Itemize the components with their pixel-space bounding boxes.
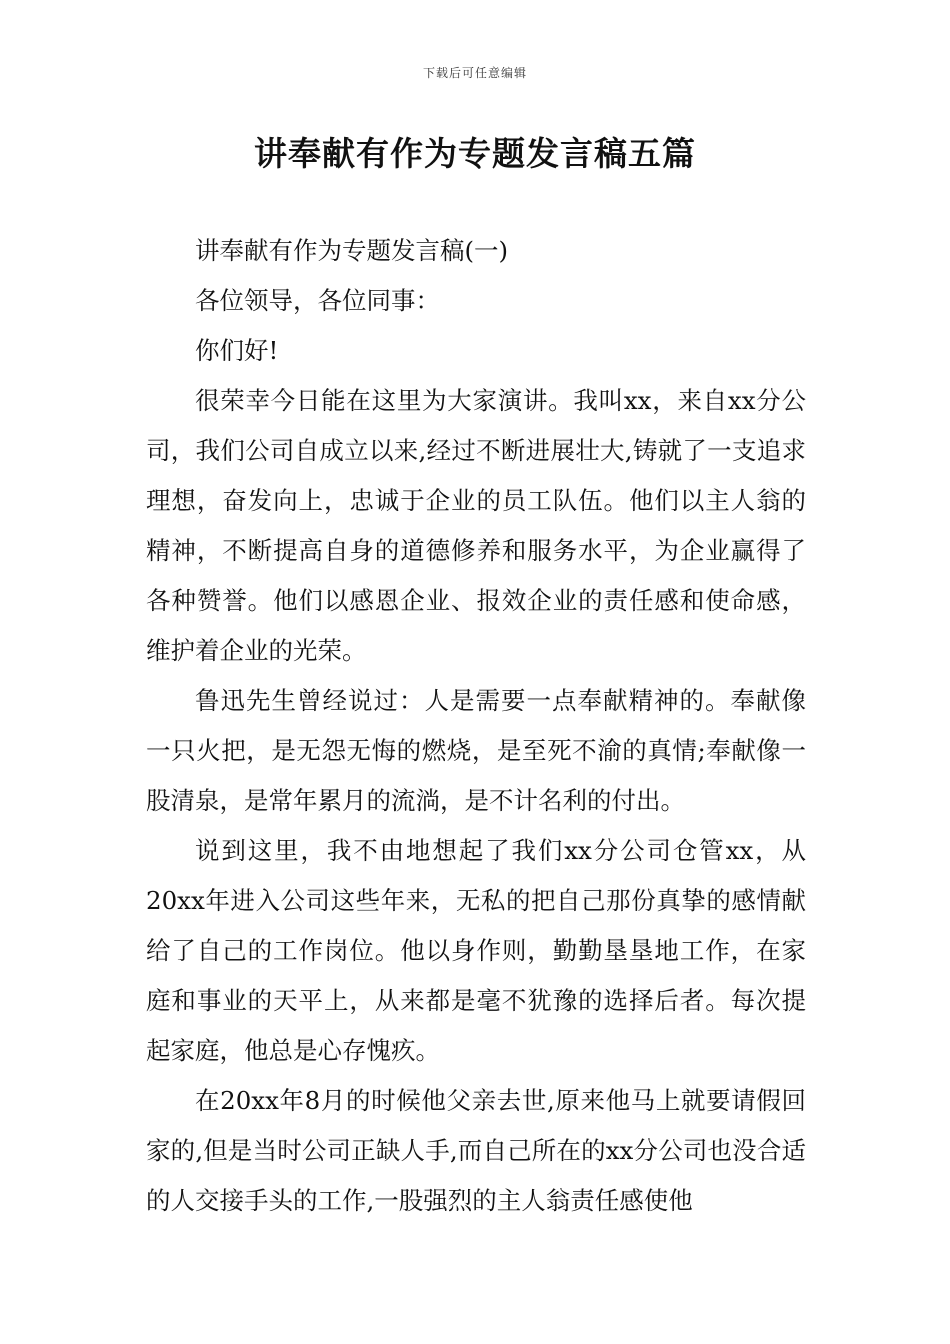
paragraph: 说到这里，我不由地想起了我们xx分公司仓管xx，从20xx年进入公司这些年来，无私的把自己那份真挚的感情献给了自己的工作岗位。他以身作则，勤勤垦垦地工作，在家庭和事业的天平上，从来都是毫不犹豫的选择后者。每次提起家庭，他总是心存愧疚。	[146, 836, 806, 1065]
document-title: 讲奉献有作为专题发言稿五篇	[254, 134, 696, 173]
paragraph-subtitle: 讲奉献有作为专题发言稿(一)	[195, 236, 509, 265]
header-note: 下载后可任意编辑	[422, 66, 527, 80]
paragraph-salutation: 各位领导，各位同事：	[195, 286, 440, 315]
paragraph-greeting: 你们好!	[195, 336, 279, 365]
paragraph: 很荣幸今日能在这里为大家演讲。我叫xx，来自xx分公司，我们公司自成立以来,经过不断进展壮大,铸就了一支追求理想，奋发向上，忠诚于企业的员工队伍。他们以主人翁的精神，不断提高自身的道德修养和服务水平，为企业赢得了各种赞誉。他们以感恩企业、报效企业的责任感和使命感，维护着企业的光荣。	[146, 386, 806, 665]
paragraph: 鲁迅先生曾经说过：人是需要一点奉献精神的。奉献像一只火把，是无怨无悔的燃烧，是至死不渝的真情;奉献像一股清泉，是常年累月的流淌，是不计名利的付出。	[146, 686, 806, 815]
paragraph: 在20xx年8月的时候他父亲去世,原来他马上就要请假回家的,但是当时公司正缺人手,而自己所在的xx分公司也没合适的人交接手头的工作,一股强烈的主人翁责任感使他	[146, 1086, 806, 1215]
document-body	[146, 226, 806, 1226]
